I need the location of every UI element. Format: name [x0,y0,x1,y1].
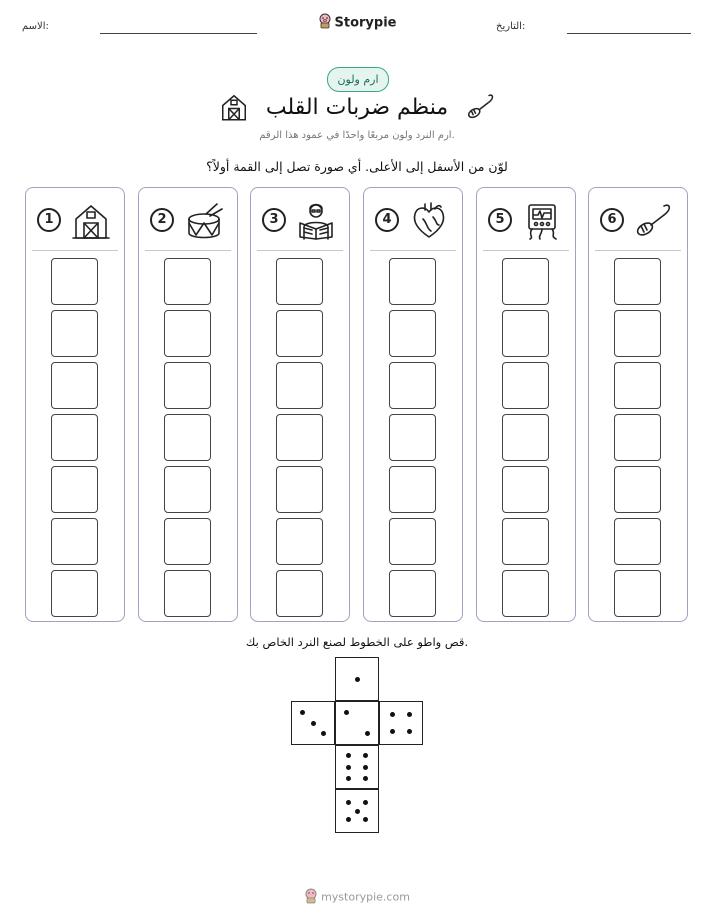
color-square[interactable] [614,518,661,565]
color-square[interactable] [502,310,549,357]
column-divider [145,250,231,251]
column-6 [588,187,688,622]
color-square[interactable] [502,518,549,565]
dice-pip [363,765,368,770]
barn-icon [71,201,111,241]
color-square[interactable] [276,362,323,409]
color-square[interactable] [389,466,436,513]
color-square[interactable] [614,570,661,617]
color-square[interactable] [614,310,661,357]
dice-pip [407,712,412,717]
column-divider [32,250,118,251]
color-square[interactable] [502,570,549,617]
column-number: 2 [150,208,174,232]
name-line[interactable] [100,33,257,34]
dice-pip [390,712,395,717]
doctor-reading-icon [296,201,336,241]
color-square[interactable] [389,310,436,357]
dice-pip [344,710,349,715]
page-title: منظم ضربات القلب [265,95,449,120]
column-3 [250,187,350,622]
color-square[interactable] [164,362,211,409]
dice-pip [390,729,395,734]
dice-pip [346,753,351,758]
column-number: 6 [600,208,624,232]
date-label: التاريخ: [496,21,526,32]
heart-icon [409,201,449,241]
dice-pip [311,721,316,726]
dice-pip [346,776,351,781]
color-square[interactable] [276,414,323,461]
color-square[interactable] [614,414,661,461]
color-square[interactable] [164,414,211,461]
color-square[interactable] [51,362,98,409]
color-square[interactable] [614,466,661,513]
drum-icon [184,201,224,241]
color-square[interactable] [51,518,98,565]
color-square[interactable] [614,258,661,305]
ecg-monitor-icon [522,201,562,241]
dice-pip [355,677,360,682]
color-square[interactable] [389,362,436,409]
dice-pip [407,729,412,734]
column-5 [476,187,576,622]
color-square[interactable] [276,570,323,617]
column-4 [363,187,463,622]
cut-instruction: قص واطو على الخطوط لصنع النرد الخاص بك. [245,635,469,649]
dice-face-5 [335,789,379,833]
color-square[interactable] [502,258,549,305]
dice-pip [321,731,326,736]
title-pacemaker-icon [466,92,496,122]
instruction: لوّن من الأسفل إلى الأعلى. أي صورة تصل إلى القمة أولاً؟ [206,159,508,174]
color-square[interactable] [389,258,436,305]
column-number: 4 [375,208,399,232]
color-square[interactable] [51,570,98,617]
footer-url[interactable]: mystorypie.com [321,890,410,904]
dice-pip [346,817,351,822]
color-square[interactable] [164,310,211,357]
column-number: 5 [488,208,512,232]
dice-face-3 [291,701,335,745]
color-square[interactable] [276,518,323,565]
color-square[interactable] [502,466,549,513]
dice-pip [363,800,368,805]
color-square[interactable] [389,570,436,617]
color-square[interactable] [614,362,661,409]
color-square[interactable] [164,466,211,513]
logo-text: Storypie [334,15,397,31]
column-divider [483,250,569,251]
pig-logo-icon [318,13,332,33]
color-square[interactable] [276,466,323,513]
dice-pip [363,776,368,781]
color-square[interactable] [276,258,323,305]
dice-pip [346,800,351,805]
dice-face-6 [335,745,379,789]
dice-pip [363,817,368,822]
column-1 [25,187,125,622]
dice-face-1 [335,657,379,701]
color-square[interactable] [164,518,211,565]
column-number: 3 [262,208,286,232]
color-square[interactable] [51,258,98,305]
column-divider [257,250,343,251]
column-number: 1 [37,208,61,232]
dice-face-2 [335,701,379,745]
footer-pig-icon [304,888,318,907]
color-square[interactable] [51,414,98,461]
subtitle: ارم النرد ولون مربعًا واحدًا في عمود هذا الرقم. [259,130,455,141]
dice-pip [355,809,360,814]
pacemaker-lead-icon [634,201,674,241]
dice-pip [365,731,370,736]
column-2 [138,187,238,622]
column-divider [370,250,456,251]
color-square[interactable] [164,570,211,617]
dice-face-4 [379,701,423,745]
dice-pip [300,710,305,715]
dice-pip [346,765,351,770]
color-square[interactable] [276,310,323,357]
color-square[interactable] [51,310,98,357]
footer [0,888,714,907]
name-label: الاسم: [22,21,49,32]
column-divider [595,250,681,251]
color-square[interactable] [502,414,549,461]
color-square[interactable] [389,414,436,461]
color-square[interactable] [164,258,211,305]
color-square[interactable] [51,466,98,513]
logo [0,13,714,33]
dice-pip [363,753,368,758]
color-square[interactable] [389,518,436,565]
date-line[interactable] [567,33,691,34]
color-square[interactable] [502,362,549,409]
activity-badge: ارم ولون [327,67,389,92]
